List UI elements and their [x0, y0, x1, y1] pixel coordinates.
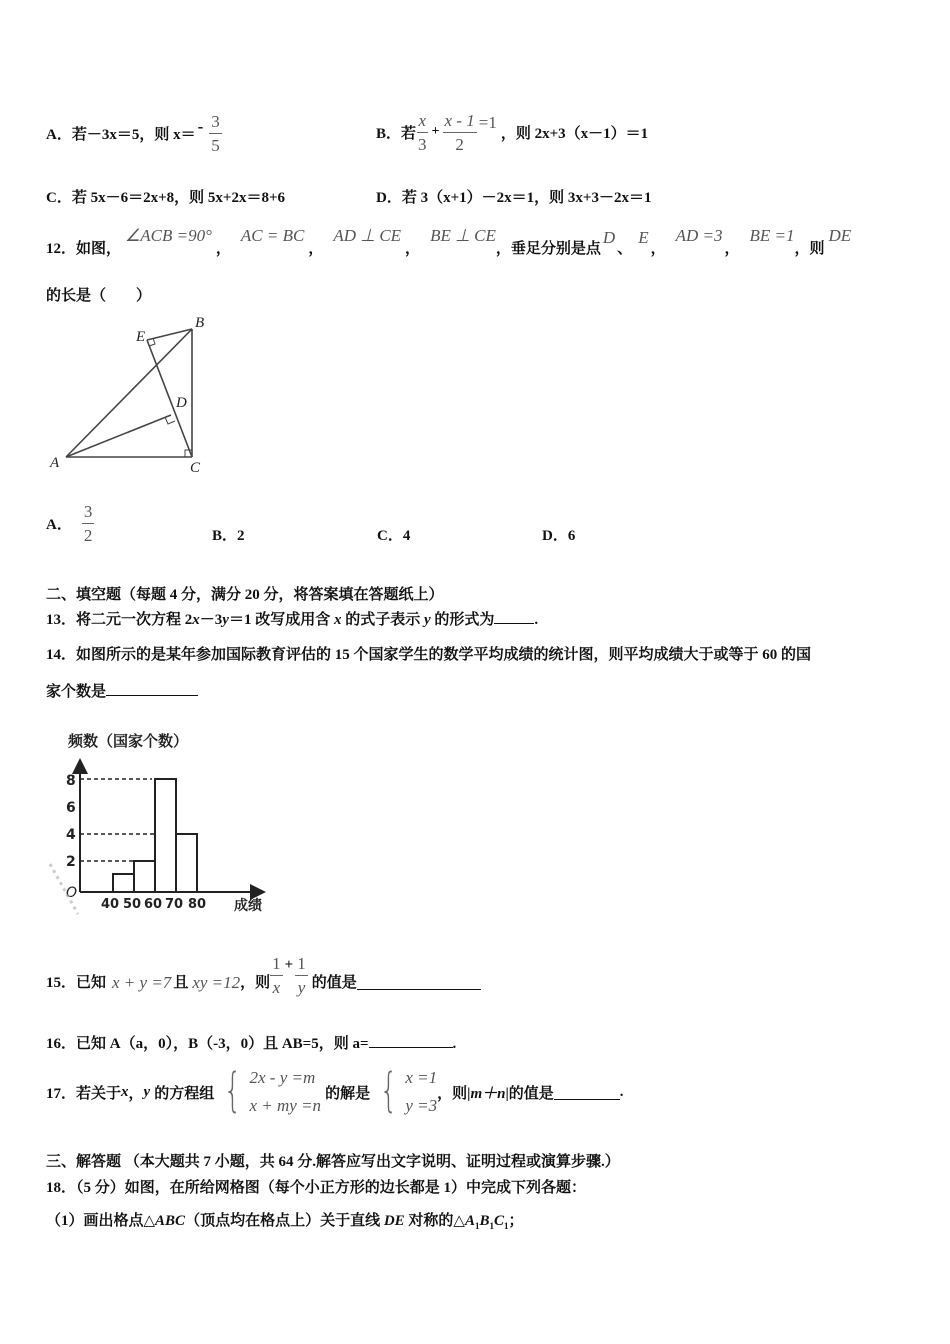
- svg-text:2: 2: [66, 854, 76, 870]
- svg-text:80: 80: [187, 897, 207, 912]
- y-axis-label: 频数（国家个数）: [68, 732, 189, 750]
- condition-ad-perp: AD ⊥ CE: [333, 226, 402, 245]
- q14-stem-line2: 家个数是: [46, 680, 198, 701]
- equals-one: =1: [478, 113, 497, 132]
- q16-stem: 16．已知 A（a，0），B（-3，0）且 AB=5，则 a= .: [46, 1032, 456, 1053]
- answer-blank[interactable]: [369, 1033, 453, 1048]
- condition-be-perp: BE ⊥ CE: [430, 226, 496, 245]
- solution-system: { x =1 y =3: [379, 1063, 438, 1117]
- option-text: 若－3x＝5，则 x＝: [71, 126, 196, 143]
- negative-sign: -: [197, 117, 204, 136]
- q12-option-d: D．6: [542, 528, 576, 544]
- svg-text:4: 4: [66, 827, 76, 843]
- option-label: B．: [376, 125, 402, 142]
- svg-text:60: 60: [143, 897, 163, 912]
- q11-option-d: D．若 3（x+1）－2x＝1，则 3x+3－2x＝1: [376, 190, 652, 206]
- answer-blank[interactable]: [494, 609, 534, 624]
- section-2-title: 二、填空题（每题 4 分，满分 20 分，将答案填在答题纸上）: [46, 587, 444, 603]
- q14-stem-line1: 14．如图所示的是某年参加国际教育评估的 15 个国家学生的数学平均成绩的统计图，则平均成绩大于或等于 60 的国: [46, 647, 812, 663]
- svg-text:6: 6: [66, 800, 76, 816]
- condition-ad-3: AD =3: [675, 226, 723, 245]
- origin-label: O: [66, 885, 78, 901]
- svg-text:70: 70: [164, 897, 184, 912]
- label-a: A: [50, 455, 60, 471]
- q18-part1: （1）画出格点△ABC（顶点均在格点上）关于直线 DE 对称的$\triangle A_1B_1C_1$；: [46, 1213, 524, 1231]
- fraction-x-minus-1-over-2: $\frac{x - 1}{2}$: [444, 110, 475, 154]
- label-c: C: [190, 460, 201, 476]
- answer-blank[interactable]: [357, 975, 481, 990]
- q11-option-a: [46, 108, 222, 158]
- condition-ac-bc: AC = BC: [240, 226, 305, 245]
- section-3-title: 三、解答题 （本大题共 7 小题，共 64 分.解答应写出文字说明、证明过程或演算步骤.）: [46, 1154, 620, 1170]
- label-e: E: [136, 329, 146, 345]
- fraction-x-over-3: $\frac{x}{3}$: [418, 110, 427, 154]
- q13-stem: 13．将二元一次方程 2x－3y＝1 改写成用含 x 的式子表示 y 的形式为 .: [46, 608, 538, 629]
- q12-option-a: A． $\frac{3}{2}$: [46, 501, 93, 545]
- equation-system: { 2x - y =m x + my =n: [224, 1063, 322, 1117]
- svg-text:50: 50: [122, 897, 142, 912]
- label-b: B: [195, 315, 205, 331]
- answer-blank[interactable]: [106, 681, 198, 696]
- answer-blank[interactable]: [554, 1085, 620, 1100]
- fraction: $\frac{3}{5}$: [211, 111, 220, 155]
- q12-triangle-figure: [48, 312, 218, 477]
- q11-option-b: [376, 104, 648, 160]
- option-text-post: ，则 2x+3（x－1）＝1: [500, 125, 649, 142]
- q14-histogram: [44, 724, 280, 920]
- option-text: 若: [401, 125, 417, 142]
- condition-angle: ∠ACB =90°: [125, 226, 212, 245]
- plus-sign: +: [431, 124, 440, 139]
- q18-stem: 18．（5 分）如图，在所给网格图（每个小正方形的边长都是 1）中完成下列各题：: [46, 1180, 587, 1196]
- q17-stem: 17．若关于 x ， y 的方程组 { 2x - y =m x + my =n 的解是 { x =1 y =3 ，则| m＋n |的值是 .: [46, 1063, 624, 1117]
- q12-option-c: C．4: [377, 528, 411, 544]
- label-d: D: [176, 395, 187, 411]
- q12-stem-line2: 的长是（ ）: [46, 288, 152, 304]
- condition-be-1: BE =1: [749, 226, 795, 245]
- x-axis-label: 成绩: [234, 898, 262, 914]
- option-label: A．: [46, 126, 72, 143]
- svg-text:8: 8: [66, 773, 76, 789]
- q11-option-c: C．若 5x－6＝2x+8，则 5x+2x＝8+6: [46, 190, 285, 206]
- q12-option-b: B．2: [212, 528, 245, 544]
- q12-stem: 12．如图， ∠ACB =90° ， AC = BC ， AD ⊥ CE ， BE ⊥ CE ，垂足分别是点 D 、 E ， AD =3 ， BE =1 ，则 DE: [46, 226, 852, 257]
- svg-text:40: 40: [100, 897, 120, 912]
- q15-stem: 15．已知 x + y =7 且 xy =12 ，则 $\frac{1}{x}$ + $\frac{1}{y}$ 的值是: [46, 944, 481, 996]
